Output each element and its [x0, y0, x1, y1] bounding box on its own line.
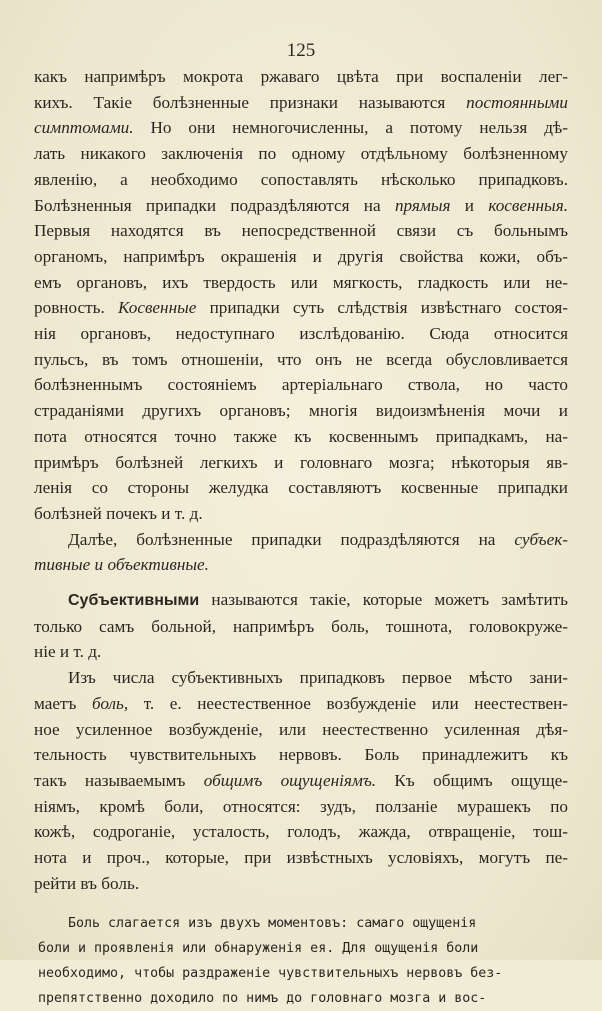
paragraph-symptoms-classification	[34, 64, 568, 527]
text-line: Боль слагается изъ двухъ моментовъ: самаго ощущенія	[68, 915, 477, 931]
italic-term: симптомами.	[34, 118, 134, 138]
text-line: лать никакого заключенія по одному отдѣльному болѣзненному	[34, 144, 568, 164]
text-line: емъ органовъ, ихъ твердость или мягкость, гладкость или не-	[34, 272, 568, 292]
text-line	[34, 90, 568, 116]
text-run: Болѣзненныя припадки подраздѣляются на	[34, 195, 395, 215]
italic-term: косвенныя.	[488, 195, 568, 215]
small-print-paragraph	[34, 911, 568, 1011]
text-line: органомъ, напримѣръ окрашенія и другія свойства кожи, объ-	[34, 246, 568, 266]
text-line: пульсъ, въ томъ отношеніи, что онъ не всегда обусловливается	[34, 349, 568, 369]
text-line: кожѣ, содроганіе, усталость, голодъ, жажда, отвращеніе, тош-	[34, 822, 568, 842]
text-line: рейти въ боль.	[34, 873, 140, 893]
text-line	[34, 587, 568, 614]
text-line: необходимо, чтобы раздраженіе чувствительныхъ нервовъ без-	[38, 965, 503, 981]
text-line: болѣзненнымъ состояніемъ артеріальнаго ствола, но часто	[34, 375, 568, 395]
text-line: препятственно доходило по нимъ до головнаго мозга и вос-	[38, 990, 487, 1006]
italic-term: субъек-	[514, 529, 568, 549]
italic-term: боль,	[91, 693, 129, 713]
italic-term: постоянными	[466, 92, 568, 112]
text-line: Изъ числа субъективныхъ припадковъ первое мѣсто зани-	[68, 668, 568, 688]
italic-term: Косвенные	[117, 298, 197, 318]
text-run: кихъ. Такіе болѣзненные признаки называются	[34, 92, 467, 112]
text-run: называются такіе, которые можетъ замѣтить	[199, 590, 568, 610]
text-line: явленію, а необходимо сопоставлять нѣсколько припадковъ.	[34, 169, 568, 189]
text-run: Но они немногочисленны, а потому нельзя дѣ-	[133, 118, 568, 138]
paragraph-pain	[34, 665, 568, 896]
text-line	[34, 193, 568, 219]
text-line: ленія со стороны желудка составляютъ косвенные припадки	[34, 478, 568, 498]
text-run: и	[450, 195, 489, 215]
italic-term: тивные и объективные.	[34, 555, 209, 575]
bold-term: Субъективными	[68, 592, 200, 610]
page-number: 125	[286, 40, 316, 61]
text-line: болѣзней почекъ и т. д.	[34, 503, 203, 523]
text-line: примѣръ болѣзней легкихъ и головнаго мозга; нѣкоторыя яв-	[34, 452, 568, 472]
text-line: нія органовъ, недоступнаго изслѣдованію. Сюда относится	[34, 324, 568, 344]
italic-term: прямыя	[394, 195, 451, 215]
text-line	[34, 295, 568, 321]
text-line: пота относятся точно также къ косвеннымъ припадкамъ, на-	[34, 426, 568, 446]
text-run: маетъ	[34, 693, 92, 713]
text-line: только самъ больной, напримѣръ боль, тошнота, головокруже-	[34, 616, 568, 636]
text-run: Къ общимъ ощуще-	[376, 770, 568, 790]
text-line	[34, 768, 568, 794]
text-run: ровность.	[34, 298, 118, 318]
text-line: боли и проявленія или обнаруженія ея. Для ощущенія боли	[38, 940, 479, 956]
text-run: т. е. неестественное возбужденіе или неестествен-	[128, 693, 569, 713]
text-line: тельность чувствительныхъ нервовъ. Боль принадлежитъ къ	[34, 745, 568, 765]
text-run: такъ называемымъ	[34, 770, 204, 790]
text-line: ное усиленное возбужденіе, или неестественно усиленная дѣя-	[34, 719, 568, 739]
text-line: ніямъ, кромѣ боли, относятся: зудъ, ползаніе мурашекъ по	[34, 796, 568, 816]
text-line	[34, 691, 568, 717]
text-line: какъ напримѣръ мокрота ржаваго цвѣта при воспаленіи лег-	[34, 67, 568, 86]
text-line	[34, 115, 568, 141]
paragraph-subjective-objective	[34, 527, 568, 578]
text-line: Первыя находятся въ непосредственной связи съ больнымъ	[34, 221, 568, 241]
text-run: припадки суть слѣдствія извѣстнаго состоя-	[196, 298, 568, 318]
text-line: ніе и т. д.	[34, 642, 102, 662]
paragraph-subjective-definition	[34, 587, 568, 665]
text-line	[34, 527, 568, 553]
text-line: страданіями другихъ органовъ; многія видоизмѣненія мочи и	[34, 401, 568, 421]
text-line: нота и проч., которые, при извѣстныхъ условіяхъ, могутъ пе-	[34, 848, 568, 868]
italic-term: общимъ ощущеніямъ.	[203, 770, 377, 790]
text-run: Далѣе, болѣзненные припадки подраздѣляются на	[68, 529, 515, 549]
